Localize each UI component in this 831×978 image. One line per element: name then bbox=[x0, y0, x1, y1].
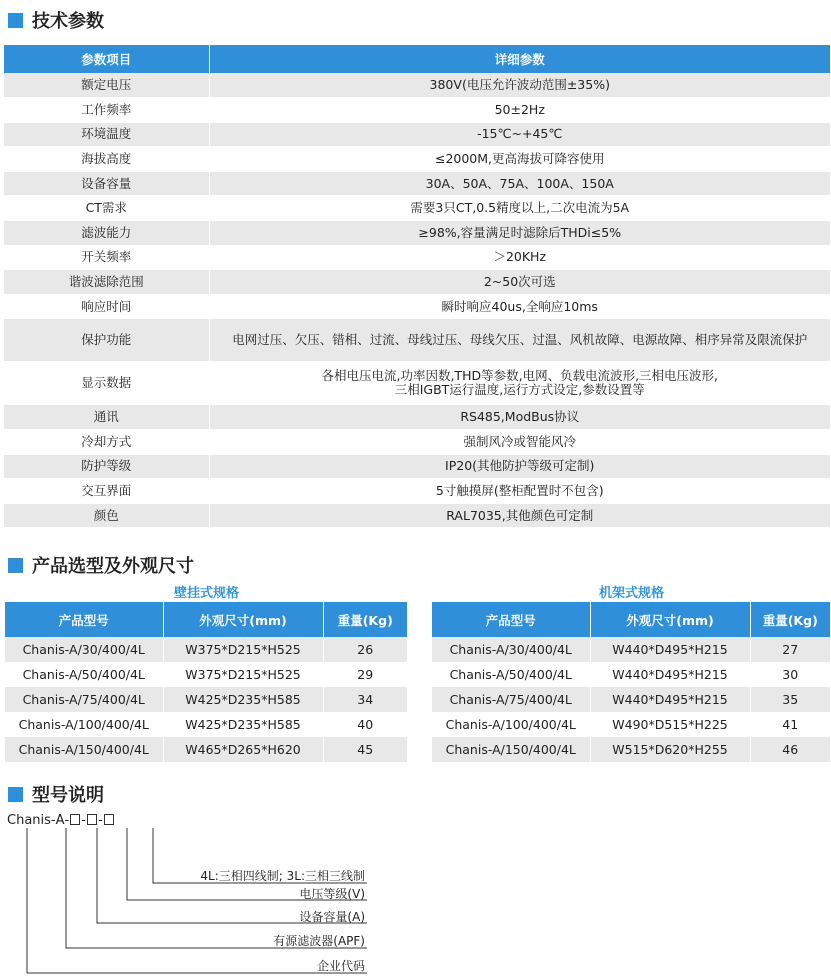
table-row bbox=[4, 294, 830, 319]
param-value: IP20(其他防护等级可定制) bbox=[209, 454, 830, 479]
cell-model: Chanis-A/100/400/4L bbox=[5, 712, 163, 737]
param-value: 强制风冷或智能风冷 bbox=[209, 430, 830, 455]
rack-mount-table bbox=[432, 602, 830, 762]
label-wiring: 4L:三相四线制; 3L:三相三线制 bbox=[200, 869, 365, 883]
param-value: RAL7035,其他颜色可定制 bbox=[209, 503, 830, 528]
cell-size: W375*D215*H525 bbox=[163, 637, 323, 662]
table-row bbox=[4, 362, 830, 405]
cell-size: W490*D515*H225 bbox=[590, 712, 750, 737]
table-row bbox=[4, 73, 830, 98]
label-capacity: 设备容量(A) bbox=[299, 910, 365, 924]
header-weight: 重量(Kg) bbox=[323, 602, 407, 637]
section-title-tech bbox=[8, 7, 104, 33]
param-name: 海拔高度 bbox=[4, 147, 209, 172]
cell-weight: 34 bbox=[323, 687, 407, 712]
param-value: ≤2000M,更高海拔可降容使用 bbox=[209, 147, 830, 172]
param-name: 交互界面 bbox=[4, 479, 209, 504]
header-param-detail: 详细参数 bbox=[209, 45, 830, 73]
cell-size: W425*D235*H585 bbox=[163, 712, 323, 737]
section-square-icon bbox=[8, 558, 23, 573]
table-row bbox=[4, 319, 830, 362]
param-value: RS485,ModBus协议 bbox=[209, 405, 830, 430]
table-row bbox=[5, 662, 407, 687]
param-name: 滤波能力 bbox=[4, 221, 209, 246]
code-dash: - bbox=[50, 813, 56, 828]
table-row bbox=[4, 503, 830, 528]
cell-size: W440*D495*H215 bbox=[590, 662, 750, 687]
cell-weight: 41 bbox=[750, 712, 830, 737]
label-company: 企业代码 bbox=[316, 959, 365, 973]
param-name: 保护功能 bbox=[4, 319, 209, 362]
param-value: 各相电压电流,功率因数,THD等参数,电网、负载电流波形,三相电压波形, 三相IGBT运行温度,运行方式设定,参数设置等 bbox=[209, 362, 830, 405]
cell-model: Chanis-A/150/400/4L bbox=[5, 737, 163, 762]
param-name: 谐波滤除范围 bbox=[4, 270, 209, 295]
code-dash: - bbox=[81, 813, 86, 828]
table-row bbox=[432, 712, 830, 737]
param-value: ≥98%,容量满足时滤除后THDi≤5% bbox=[209, 221, 830, 246]
cell-weight: 29 bbox=[323, 662, 407, 687]
param-name: 颜色 bbox=[4, 503, 209, 528]
header-param-item: 参数项目 bbox=[4, 45, 209, 73]
cell-model: Chanis-A/30/400/4L bbox=[432, 637, 590, 662]
param-value: 380V(电压允许波动范围±35%) bbox=[209, 73, 830, 98]
header-size: 外观尺寸(mm) bbox=[590, 602, 750, 637]
param-name: 设备容量 bbox=[4, 171, 209, 196]
table-row bbox=[5, 712, 407, 737]
wall-mount-title: 壁挂式规格 bbox=[174, 586, 240, 601]
header-size: 外观尺寸(mm) bbox=[163, 602, 323, 637]
cell-model: Chanis-A/150/400/4L bbox=[432, 737, 590, 762]
param-name: 冷却方式 bbox=[4, 430, 209, 455]
rack-mount-title: 机架式规格 bbox=[599, 586, 665, 601]
code-dash: - bbox=[97, 813, 103, 828]
section-title-text: 技术参数 bbox=[32, 11, 104, 32]
wall-mount-table bbox=[5, 602, 407, 762]
param-value: -15℃~+45℃ bbox=[209, 122, 830, 147]
param-value: 2~50次可选 bbox=[209, 270, 830, 295]
table-row bbox=[4, 122, 830, 147]
param-value: 30A、50A、75A、100A、150A bbox=[209, 171, 830, 196]
cell-size: W440*D495*H215 bbox=[590, 687, 750, 712]
cell-weight: 26 bbox=[323, 637, 407, 662]
cell-size: W440*D495*H215 bbox=[590, 637, 750, 662]
label-apf: 有源滤波器(APF) bbox=[273, 934, 365, 948]
table-row bbox=[4, 147, 830, 172]
cell-weight: 35 bbox=[750, 687, 830, 712]
table-row bbox=[4, 479, 830, 504]
header-model: 产品型号 bbox=[432, 602, 590, 637]
cell-weight: 46 bbox=[750, 737, 830, 762]
param-value: 瞬时响应40us,全响应10ms bbox=[209, 294, 830, 319]
label-voltage: 电压等级(V) bbox=[299, 887, 365, 901]
cell-size: W375*D215*H525 bbox=[163, 662, 323, 687]
param-name: 响应时间 bbox=[4, 294, 209, 319]
cell-size: W425*D235*H585 bbox=[163, 687, 323, 712]
cell-model: Chanis-A/75/400/4L bbox=[432, 687, 590, 712]
header-weight: 重量(Kg) bbox=[750, 602, 830, 637]
section-title-selection bbox=[8, 552, 194, 578]
param-name: 开关频率 bbox=[4, 245, 209, 270]
param-value: 50±2Hz bbox=[209, 98, 830, 123]
table-row bbox=[4, 245, 830, 270]
table-row bbox=[4, 405, 830, 430]
param-value: 5寸触摸屏(整柜配置时不包含) bbox=[209, 479, 830, 504]
model-code-diagram bbox=[0, 805, 831, 978]
cell-weight: 45 bbox=[323, 737, 407, 762]
table-row bbox=[432, 637, 830, 662]
param-name: 防护等级 bbox=[4, 454, 209, 479]
table-row bbox=[5, 687, 407, 712]
cell-model: Chanis-A/50/400/4L bbox=[432, 662, 590, 687]
table-row bbox=[4, 430, 830, 455]
table-row bbox=[4, 221, 830, 246]
model-code-lines bbox=[0, 805, 831, 978]
table-row bbox=[4, 171, 830, 196]
table-row bbox=[4, 454, 830, 479]
cell-size: W465*D265*H620 bbox=[163, 737, 323, 762]
table-row bbox=[4, 98, 830, 123]
cell-weight: 27 bbox=[750, 637, 830, 662]
table-row bbox=[4, 270, 830, 295]
header-model: 产品型号 bbox=[5, 602, 163, 637]
table-row bbox=[4, 196, 830, 221]
code-a: A bbox=[55, 813, 65, 828]
param-name: 环境温度 bbox=[4, 122, 209, 147]
param-name: 工作频率 bbox=[4, 98, 209, 123]
param-value: ＞20KHz bbox=[209, 245, 830, 270]
param-value: 需要3只CT,0.5精度以上,二次电流为5A bbox=[209, 196, 830, 221]
section-square-icon bbox=[8, 13, 23, 28]
table-header-row bbox=[432, 602, 830, 637]
cell-weight: 40 bbox=[323, 712, 407, 737]
section-title-text: 产品选型及外观尺寸 bbox=[32, 556, 194, 577]
table-row bbox=[432, 687, 830, 712]
section-title-text: 型号说明 bbox=[32, 785, 104, 806]
cell-model: Chanis-A/100/400/4L bbox=[432, 712, 590, 737]
cell-model: Chanis-A/75/400/4L bbox=[5, 687, 163, 712]
param-name: CT需求 bbox=[4, 196, 209, 221]
cell-model: Chanis-A/30/400/4L bbox=[5, 637, 163, 662]
table-header-row bbox=[4, 45, 830, 73]
cell-weight: 30 bbox=[750, 662, 830, 687]
param-name: 额定电压 bbox=[4, 73, 209, 98]
table-header-row bbox=[5, 602, 407, 637]
cell-model: Chanis-A/50/400/4L bbox=[5, 662, 163, 687]
param-name: 显示数据 bbox=[4, 362, 209, 405]
table-row bbox=[432, 737, 830, 762]
table-row bbox=[5, 737, 407, 762]
section-square-icon bbox=[8, 787, 23, 802]
table-row bbox=[432, 662, 830, 687]
tech-params-table bbox=[4, 45, 830, 528]
cell-size: W515*D620*H255 bbox=[590, 737, 750, 762]
param-value: 电网过压、欠压、错相、过流、母线过压、母线欠压、过温、风机故障、电源故障、相序异常及限流保护 bbox=[209, 319, 830, 362]
table-row bbox=[5, 637, 407, 662]
code-prefix: Chanis bbox=[7, 813, 51, 828]
section-title-model bbox=[8, 781, 104, 807]
param-name: 通讯 bbox=[4, 405, 209, 430]
code-dash: - bbox=[64, 813, 70, 828]
